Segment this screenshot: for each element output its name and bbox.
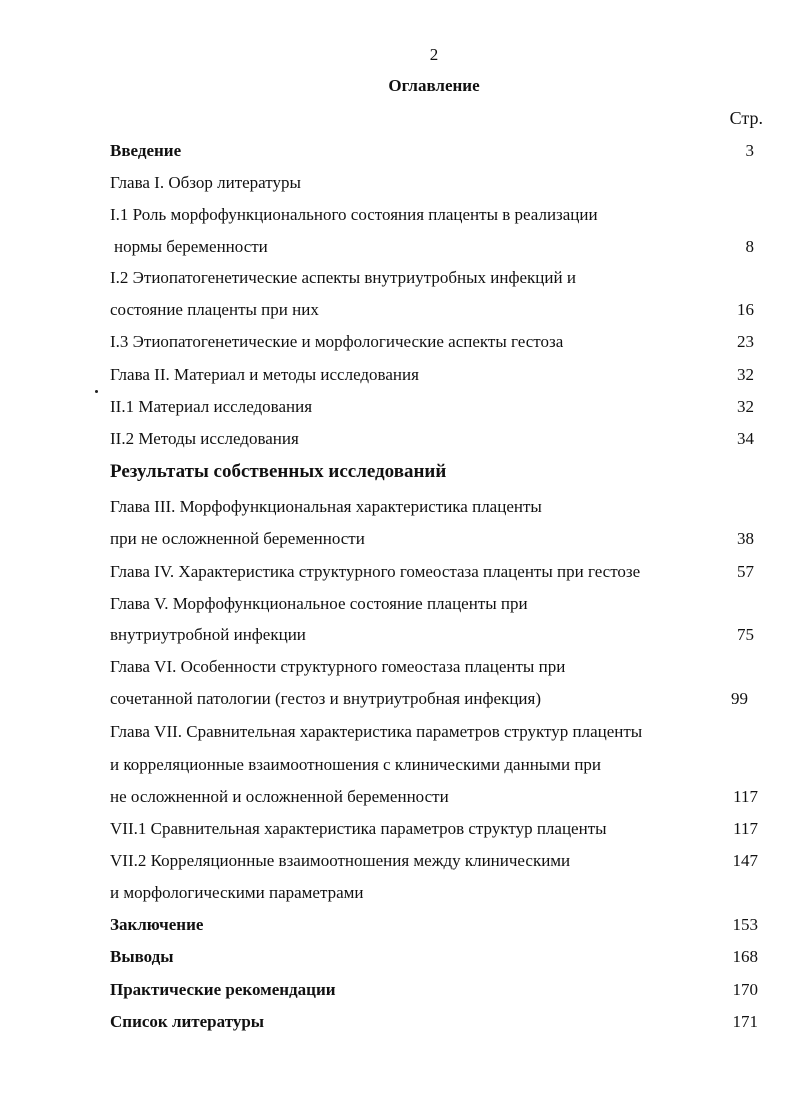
toc-entry-conclusion: Заключение — [110, 915, 204, 934]
toc-entry-introduction: Введение — [110, 141, 182, 160]
toc-entry: Глава IV. Характеристика структурного гомеостаза плаценты при гестозе — [110, 562, 641, 581]
toc-entry: I.3 Этиопатогенетические и морфологические аспекты гестоза — [110, 332, 564, 351]
toc-entry: II.2 Методы исследования — [110, 429, 299, 448]
toc-entry-recommendations: Практические рекомендации — [110, 980, 336, 999]
toc-page-number: 168 — [732, 947, 758, 966]
toc-entry: Глава V. Морфофункциональное состояние плаценты при — [110, 594, 528, 613]
toc-page-number: 16 — [737, 300, 754, 319]
toc-page-number: 34 — [737, 429, 754, 448]
toc-entry: Глава VII. Сравнительная характеристика параметров структур плаценты — [110, 722, 643, 741]
toc-page-number: 38 — [737, 529, 754, 548]
toc-entry: нормы беременности — [114, 237, 268, 256]
page-number: 2 — [429, 45, 439, 64]
toc-entry: состояние плаценты при них — [110, 300, 319, 319]
toc-page-number: 147 — [732, 851, 758, 870]
toc-entry: и корреляционные взаимоотношения с клиническими данными при — [110, 755, 602, 774]
toc-page-number: 171 — [732, 1012, 758, 1031]
toc-entry: II.1 Материал исследования — [110, 397, 313, 416]
page-column-label: Стр. — [729, 108, 763, 128]
toc-page-number: 3 — [745, 141, 754, 160]
toc-entry: и морфологическими параметрами — [110, 883, 364, 902]
toc-entry: I.2 Этиопатогенетические аспекты внутриутробных инфекций и — [110, 268, 576, 287]
toc-page-number: 23 — [737, 332, 754, 351]
toc-page-number: 32 — [737, 365, 754, 384]
toc-entry: I.1 Роль морфофункционального состояния плаценты в реализации — [110, 205, 598, 224]
toc-page-number: 153 — [732, 915, 758, 934]
toc-page-number: 117 — [733, 787, 758, 806]
toc-page-number: 32 — [737, 397, 754, 416]
page-title: Оглавление — [388, 76, 480, 95]
toc-entry-references: Список литературы — [110, 1012, 265, 1031]
stray-dot — [95, 390, 98, 393]
toc-entry: Глава III. Морфофункциональная характеристика плаценты — [110, 497, 542, 516]
toc-entry: VII.2 Корреляционные взаимоотношения между клиническими — [110, 851, 571, 870]
toc-page-number: 117 — [733, 819, 758, 838]
toc-entry: VII.1 Сравнительная характеристика параметров структур плаценты — [110, 819, 607, 838]
toc-entry: при не осложненной беременности — [110, 529, 365, 548]
toc-entry: сочетанной патологии (гестоз и внутриутробная инфекция) — [110, 689, 542, 708]
toc-entry-findings: Выводы — [110, 947, 174, 966]
toc-page-number: 57 — [737, 562, 754, 581]
toc-page-number: 170 — [732, 980, 758, 999]
toc-entry: Глава VI. Особенности структурного гомеостаза плаценты при — [110, 657, 566, 676]
toc-page-number: 75 — [737, 625, 754, 644]
toc-entry: Глава II. Материал и методы исследования — [110, 365, 419, 384]
toc-entry: Глава I. Обзор литературы — [110, 173, 301, 192]
section-heading-results: Результаты собственных исследований — [110, 461, 447, 482]
toc-page-number: 8 — [745, 237, 754, 256]
toc-entry: не осложненной и осложненной беременности — [110, 787, 449, 806]
toc-entry: внутриутробной инфекции — [110, 625, 306, 644]
toc-page-number: 99 — [731, 689, 748, 708]
